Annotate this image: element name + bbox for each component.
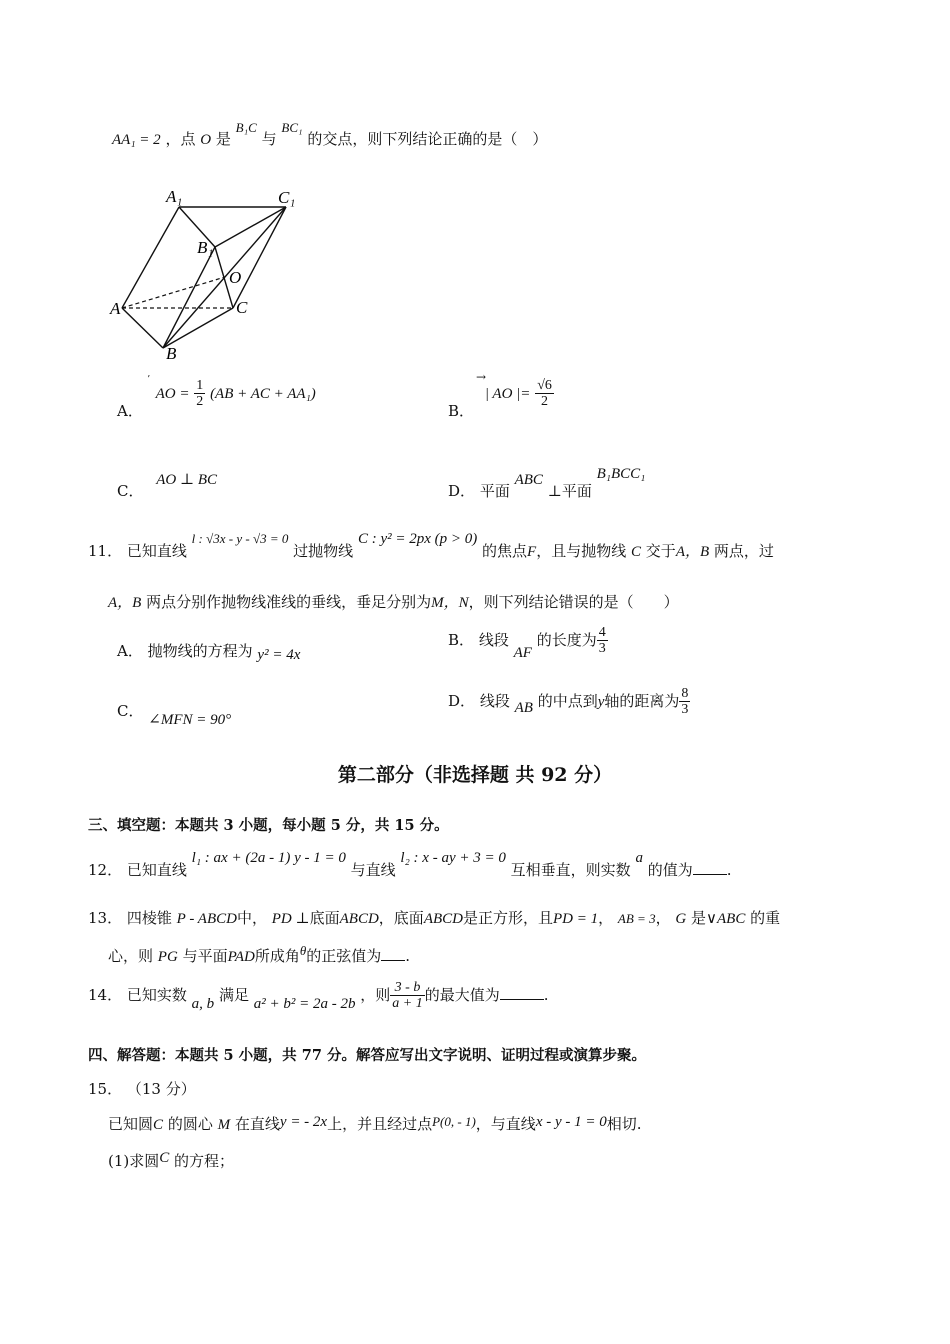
q11-option-a-text: 抛物线的方程为: [147, 642, 253, 660]
q10-option-d-label: D．: [448, 482, 476, 500]
q11-option-c-label: C．: [117, 702, 144, 720]
q12: [88, 846, 732, 879]
q10-point-o: O: [200, 132, 212, 148]
q10-option-d-m1: ABC: [514, 472, 543, 488]
q10-option-b-lhs: | AO |=: [484, 385, 531, 402]
q11-line2-t: 两点分别作抛物线准线的垂线，垂足分别为: [146, 593, 432, 611]
q11-option-c: [117, 700, 232, 728]
q13-m2: PD ⊥: [271, 911, 310, 927]
q13-line2-t2: 与平面: [182, 947, 228, 965]
q11-f: F: [527, 544, 537, 560]
q13-line2-t3: 所成角: [254, 947, 300, 965]
q14-t3: ，则: [360, 985, 391, 1004]
q15-header: [88, 1078, 196, 1099]
q10-option-d-t1: 平面: [479, 482, 510, 500]
q13-line2-t4: 的正弦值为: [306, 947, 382, 965]
q15-score: （13 分）: [126, 1080, 196, 1098]
q11-t6: 两点，过: [713, 542, 774, 560]
q12-answer-blank: [693, 860, 727, 875]
q10-stem-mid: ，点: [165, 130, 196, 148]
edge-a-b: [122, 308, 163, 348]
q11-option-d-den: 3: [681, 702, 689, 718]
section4-heading: 四、解答题：本题共 5 小题，共 77 分。解答应写出文字说明、证明过程或演算步聚。: [88, 1047, 646, 1064]
q13-t8: 是: [691, 909, 707, 927]
q14-t2: 满足: [218, 985, 249, 1004]
q10-option-c-math: AO ⊥ BC: [156, 472, 218, 488]
label-a1: A₁: [166, 187, 183, 206]
q10-option-b: [448, 370, 554, 420]
q13-m1: P - ABCD: [176, 911, 237, 927]
q11-t5: 交于: [645, 542, 676, 560]
q14-frac: [390, 980, 424, 1012]
label-b1: B₁: [197, 238, 214, 257]
q11-option-d: [448, 686, 690, 718]
q12-t2: 与直线: [350, 861, 396, 879]
q11-option-d-text3: 轴的距离为: [604, 691, 680, 710]
section3-heading: 三、填空题：本题共 3 小题，每小题 5 分，共 15 分。: [88, 817, 449, 834]
q11-option-c-math: ∠MFN = 90°: [148, 712, 232, 728]
q13-m3: ABCD: [339, 911, 379, 927]
q11-ab: A，B: [675, 544, 710, 560]
q13-t4: ，底面: [378, 909, 424, 927]
q11-option-b-label: B．: [448, 630, 475, 649]
q15-sub1-c: C: [159, 1150, 170, 1166]
q13-line2-m2: PAD: [227, 949, 255, 965]
vector-arrow-icon: ʼ: [147, 375, 150, 385]
q10-option-b-num: √6: [537, 378, 552, 393]
q11-stem-line1: [88, 527, 774, 560]
q10-stem-and: 与: [261, 130, 277, 148]
q12-t4: 的值为: [647, 861, 693, 879]
q10-option-c-label: C．: [117, 482, 144, 500]
label-c: C: [236, 298, 248, 317]
label-b: B: [166, 344, 177, 363]
q15-number: 15．: [88, 1080, 123, 1098]
q11-line2-ab: A，B: [108, 595, 142, 611]
q10-option-d: [448, 466, 646, 500]
q11-option-d-text2: 的中点到: [537, 691, 598, 710]
q11-m2: C : y² = 2px (p > 0): [357, 531, 478, 547]
q12-t3: 互相垂直，则实数: [510, 861, 631, 879]
q15-sub1: [108, 1150, 234, 1171]
q13-line2-t1: 心，则: [108, 947, 154, 965]
q11-option-d-seg: AB: [514, 699, 533, 716]
q14: [88, 980, 549, 1012]
q13-m6: AB = 3: [617, 911, 656, 926]
q13-m4: ABCD: [423, 911, 463, 927]
q10-seg2: BC₁: [281, 120, 303, 135]
q11-option-b: [448, 625, 608, 661]
q11-t1: 已知直线: [126, 542, 187, 560]
q11-option-a: [117, 640, 300, 661]
q10-option-a: [117, 375, 316, 420]
q14-t1: 已知实数: [126, 985, 187, 1004]
q10-stem-end: 的交点，则下列结论正确的是（ ）: [307, 130, 548, 148]
q15-c: C: [153, 1117, 164, 1133]
q13-answer-blank: [381, 946, 405, 961]
q11-option-d-y: y: [597, 693, 605, 710]
q15-m3: x - y - 1 = 0: [535, 1114, 607, 1130]
q11-line2-end: ，则下列结论错误的是（ ）: [468, 593, 679, 611]
q15-stem: [108, 1113, 642, 1134]
q11-c: C: [631, 544, 642, 560]
q10-option-c: [117, 468, 218, 500]
q12-a: a: [635, 850, 643, 866]
q15-t1: 已知圆: [108, 1115, 154, 1133]
q10-option-a-rhs: (AB + AC + AA₁): [210, 385, 316, 402]
q11-number: 11．: [88, 542, 123, 560]
q10-option-b-label: B．: [448, 401, 475, 420]
q13-line1: [88, 907, 780, 928]
q10-stem-math: AA₁ = 2: [112, 132, 161, 148]
prism-figure: [100, 180, 320, 365]
q13-t9: 的重: [750, 909, 781, 927]
q10-option-a-lhs: AO =: [155, 385, 190, 402]
q13-t6: ，: [598, 909, 614, 927]
part2-title: 第二部分（非选择题 共 92 分）: [337, 764, 613, 786]
q13-m8: ∨ABC: [706, 911, 746, 927]
q12-m1: l₁ : ax + (2a - 1) y - 1 = 0: [191, 850, 346, 866]
q15-m1: y = - 2x: [279, 1114, 328, 1130]
q10-option-a-frac: [194, 378, 205, 410]
q11-option-b-text: 线段: [478, 630, 509, 649]
q15-t5: ，与直线: [475, 1115, 536, 1133]
q11-t3: 的焦点: [482, 542, 528, 560]
q15-t2: 的圆心: [167, 1115, 213, 1133]
q13-t1: 四棱锥: [126, 909, 172, 927]
q13-line2-m3: θ: [299, 943, 307, 958]
q11-t4: ，且与抛物线: [536, 542, 627, 560]
q13-m5: PD = 1: [553, 911, 599, 927]
q10-option-b-frac: [535, 378, 554, 410]
q14-t4: 的最大值为: [424, 985, 500, 1004]
q14-m1: a, b: [191, 995, 215, 1012]
q10-option-a-den: 2: [196, 394, 204, 410]
q11-option-b-den: 3: [598, 641, 606, 657]
q13-t7: ，: [655, 909, 671, 927]
q14-end: .: [543, 985, 549, 1004]
q11-m1: l : √3x - y - √3 = 0: [191, 531, 289, 546]
q14-den: a + 1: [392, 996, 423, 1012]
q10-option-a-num: 1: [196, 378, 204, 393]
q13-t2: 中，: [236, 909, 267, 927]
q15-sub1-b: 的方程；: [174, 1152, 235, 1170]
q15-m: M: [217, 1117, 231, 1133]
q11-option-b-seg: AF: [513, 644, 532, 661]
q15-m2: P(0, - 1): [432, 1114, 476, 1129]
q12-number: 12．: [88, 861, 123, 879]
q13-line2-m1: PG: [157, 949, 178, 965]
q15-t4: 上，并且经过点: [327, 1115, 433, 1133]
q14-answer-blank: [500, 985, 544, 1000]
q11-option-b-text2: 的长度为: [536, 630, 597, 649]
q11-line2-mn: M，N: [431, 595, 469, 611]
q13-m7: G: [675, 911, 687, 927]
q11-option-a-math: y² = 4x: [257, 647, 301, 663]
q14-num: 3 - b: [390, 980, 424, 996]
q11-option-d-label: D．: [448, 691, 476, 710]
q12-t1: 已知直线: [126, 861, 187, 879]
q13-number: 13．: [88, 909, 123, 927]
q11-option-d-num: 8: [681, 686, 689, 701]
q15-sub1-a: (1)求圆: [108, 1152, 160, 1170]
q10-option-d-t2: ⊥平面: [547, 482, 592, 500]
q15-t3: 在直线: [234, 1115, 280, 1133]
q11-t2: 过抛物线: [293, 542, 354, 560]
q12-m2: l₂ : x - ay + 3 = 0: [400, 850, 506, 866]
q13-end: .: [405, 947, 411, 965]
q10-stem: [112, 120, 548, 149]
q15-t6: 相切.: [606, 1115, 642, 1133]
q11-option-d-text: 线段: [479, 691, 510, 710]
label-c1: C₁: [278, 188, 296, 207]
q13-line2: [108, 945, 410, 966]
q10-option-d-m2: B₁BCC₁: [596, 466, 646, 482]
q11-stem-line2: [108, 591, 679, 612]
q11-option-d-frac: [679, 686, 690, 718]
label-o: O: [229, 268, 242, 287]
vector-arrow-icon: →: [476, 370, 487, 384]
q10-seg1: B₁C: [235, 120, 257, 135]
q14-m2: a² + b² = 2a - 2b: [253, 995, 356, 1012]
q10-stem-is: 是: [215, 130, 231, 148]
q11-option-b-frac: [597, 625, 608, 657]
q10-option-b-den: 2: [541, 394, 549, 410]
q12-end: .: [726, 861, 732, 879]
q10-option-a-label: A．: [117, 401, 143, 420]
q13-t5: 是正方形，且: [462, 909, 553, 927]
q13-t3: 底面: [309, 909, 340, 927]
label-a: A: [110, 299, 121, 318]
q11-option-b-num: 4: [598, 625, 606, 640]
q11-option-a-label: A．: [117, 642, 143, 660]
q14-number: 14．: [88, 985, 123, 1004]
